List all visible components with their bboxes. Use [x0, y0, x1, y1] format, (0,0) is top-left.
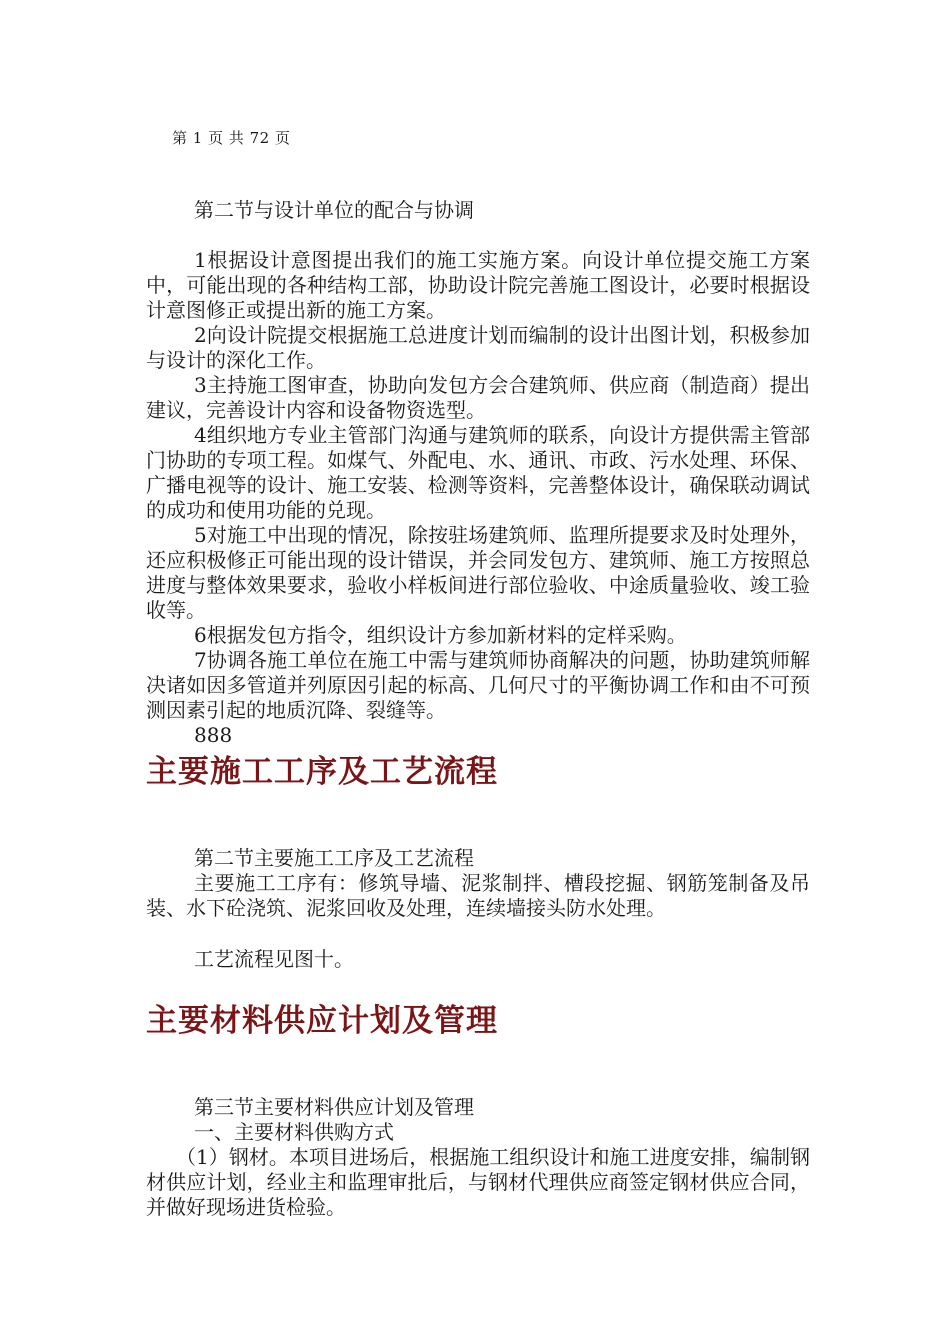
paragraph: （1）钢材。本项目进场后，根据施工组织设计和施工进度安排，编制钢材供应计划，经业主和监理审批后，与钢材代理供应商签定钢材供应合同，并做好现场进货检验。 — [146, 1145, 810, 1219]
chapter-heading: 主要材料供应计划及管理 — [146, 1003, 498, 1039]
section-title: 第三节主要材料供应计划及管理 — [194, 1095, 474, 1119]
section-process — [146, 846, 810, 921]
section-process-flow — [146, 947, 810, 972]
paragraph: 7协调各施工单位在施工中需与建筑师协商解决的问题，协助建筑师解决诸如因多管道并列原因引起的标高、几何尺寸的平衡协调工作和由不可预测因素引起的地质沉降、裂缝等。 — [146, 648, 810, 722]
paragraph: 3主持施工图审查，协助向发包方会合建筑师、供应商（制造商）提出建议，完善设计内容和设备物资选型。 — [146, 373, 810, 422]
paragraph: 888 — [194, 723, 233, 747]
chapter-heading: 主要施工工序及工艺流程 — [146, 754, 498, 790]
paragraph: 2向设计院提交根据施工总进度计划而编制的设计出图计划，积极参加与设计的深化工作。 — [146, 323, 810, 372]
section-title: 第二节主要施工工序及工艺流程 — [194, 846, 474, 870]
paragraph: 6根据发包方指令，组织设计方参加新材料的定样采购。 — [194, 623, 687, 647]
section-coordination — [146, 198, 810, 223]
paragraph: 5对施工中出现的情况，除按驻场建筑师、监理所提要求及时处理外，还应积极修正可能出现的设计错误，并会同发包方、建筑师、施工方按照总进度与整体效果要求，验收小样板间进行部位验收、中途质量验收、竣工验收等。 — [146, 523, 810, 622]
section-materials — [146, 1095, 810, 1220]
paragraph: 1根据设计意图提出我们的施工实施方案。向设计单位提交施工方案中，可能出现的各种结构工部，协助设计院完善施工图设计，必要时根据设计意图修正或提出新的施工方案。 — [146, 248, 810, 322]
paragraph: 工艺流程见图十。 — [194, 947, 354, 971]
section-title: 第二节与设计单位的配合与协调 — [194, 198, 474, 222]
paragraph: 主要施工工序有：修筑导墙、泥浆制拌、槽段挖掘、钢筋笼制备及吊装、水下砼浇筑、泥浆回收及处理，连续墙接头防水处理。 — [146, 871, 810, 920]
page-number: 第 1 页 共 72 页 — [172, 129, 291, 147]
subsection-title: 一、主要材料供购方式 — [194, 1120, 394, 1144]
paragraph: 4组织地方专业主管部门沟通与建筑师的联系，向设计方提供需主管部门协助的专项工程。如煤气、外配电、水、通讯、市政、污水处理、环保、广播电视等的设计、施工安装、检测等资料，完善整体设计，确保联动调试的成功和使用功能的兑现。 — [146, 423, 810, 522]
section-coordination-body — [146, 248, 810, 748]
